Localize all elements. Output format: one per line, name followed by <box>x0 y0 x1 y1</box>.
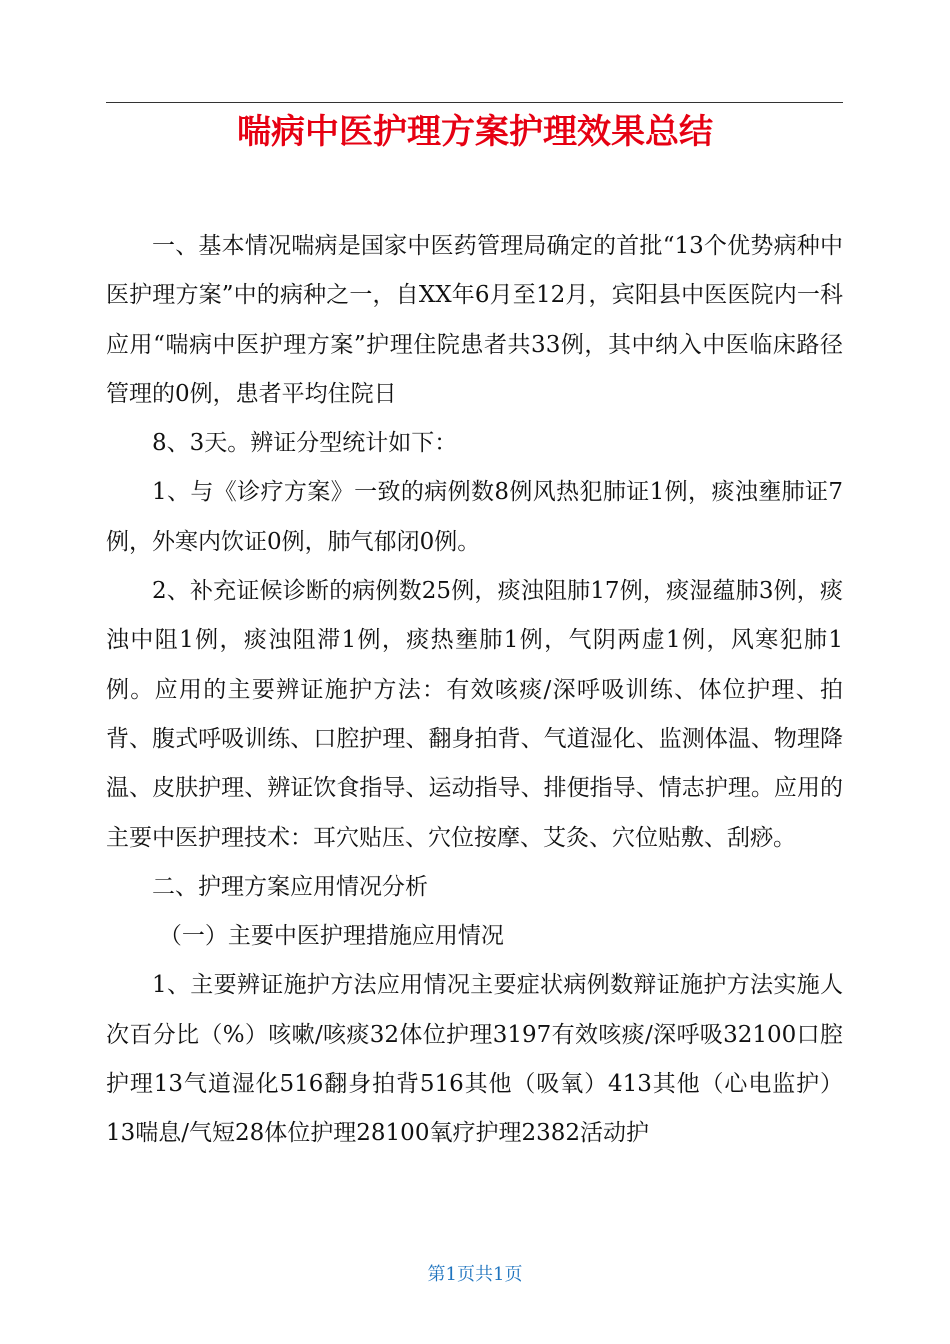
document-title: 喘病中医护理方案护理效果总结 <box>237 112 713 152</box>
paragraph-measures-table: 1、主要辨证施护方法应用情况主要症状病例数辩证施护方法实施人次百分比（%）咳嗽/咳痰32体位护理3197有效咳痰/深呼吸32100口腔护理13气道湿化516翻身拍背516其他（吸氧）413其他（心电监护）13喘息/气短28体位护理28100氧疗护理2382活动护 <box>106 972 843 1147</box>
paragraph-supplementary-cases: 2、补充证候诊断的病例数25例，痰浊阻肺17例，痰湿蕴肺3例，痰浊中阻1例，痰浊阻滞1例，痰热壅肺1例，气阴两虚1例，风寒犯肺1例。应用的主要辨证施护方法：有效咳痰/深呼吸训练、体位护理、拍背、腹式呼吸训练、口腔护理、翻身拍背、气道湿化、监测体温、物理降温、皮肤护理、辨证饮食指导、运动指导、排便指导、情志护理。应用的主要中医护理技术：耳穴贴压、穴位按摩、艾灸、穴位贴敷、刮痧。 <box>106 578 843 851</box>
section-heading-analysis: 二、护理方案应用情况分析 <box>152 873 428 900</box>
subsection-heading-measures: （一）主要中医护理措施应用情况 <box>158 923 504 950</box>
document-body <box>106 222 843 1159</box>
page-number: 第1页共1页 <box>427 1264 523 1285</box>
paragraph-hospital-days: 8、3天。辨证分型统计如下： <box>152 430 458 457</box>
header-rule <box>106 102 843 103</box>
paragraph-consistent-cases: 1、与《诊疗方案》一致的病例数8例风热犯肺证1例，痰浊壅肺证7例，外寒内饮证0例，肺气郁闭0例。 <box>106 479 843 555</box>
paragraph-basic-info: 一、基本情况喘病是国家中医药管理局确定的首批“13个优势病种中医护理方案”中的病种之一，自XX年6月至12月，宾阳县中医医院内一科应用“喘病中医护理方案”护理住院患者共33例，其中纳入中医临床路径管理的0例，患者平均住院日 <box>106 233 843 407</box>
